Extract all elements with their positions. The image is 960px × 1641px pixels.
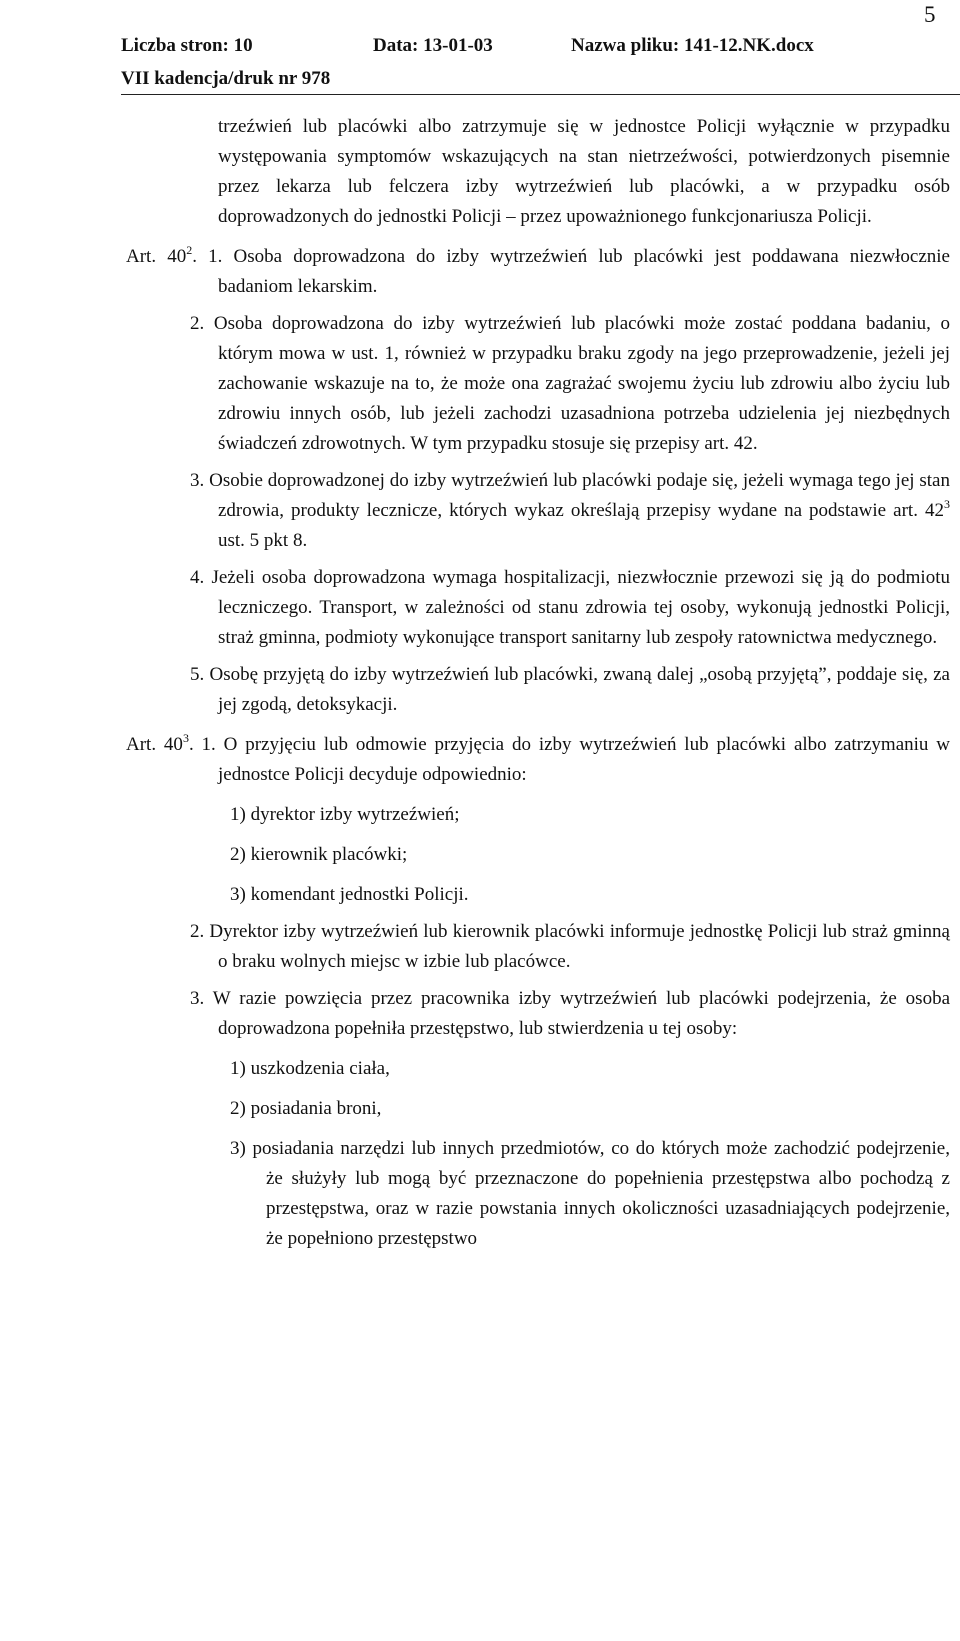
article-40-2-paragraph-3 [0, 466, 960, 556]
list-item: 1) uszkodzenia ciała, [230, 1058, 390, 1079]
article-40-2-paragraph-2: 2. Osoba doprowadzona do izby wytrzeźwień lub placówki może zostać poddana badaniu, o którym mowa w ust. 1, również w przypadku braku zgody na jego przeprowadzenie, jeżeli jej zachowanie wskazuje na to, że może ona zagrażać swojemu życiu lub zdrowiu albo życiu lub zdrowiu innych osób, lub jeżeli zachodzi uzasadniona potrzeba udzielenia jej niezbędnych świadczeń zdrowotnych. W tym przypadku stosuje się przepisy art. 42. [190, 313, 950, 454]
article-40-2-paragraph-3-tail: ust. 5 pkt 8. [218, 530, 308, 551]
article-40-3-label: Art. 40 [126, 734, 183, 755]
list-item: 2) posiadania broni, [230, 1098, 382, 1119]
list-item: 3) posiadania narzędzi lub innych przedmiotów, co do których może zachodzić podejrzenie, że służyły lub mogą być przeznaczone do popełnienia przestępstwa albo pochodzą z przestępstwa, oraz w razie powstania innych okoliczności uzasadniających podejrzenie, że popełniono przestępstwo [230, 1138, 950, 1249]
header-rule [121, 94, 960, 95]
list-item: 2) kierownik placówki; [230, 844, 408, 865]
document-body [0, 108, 960, 1254]
article-40-2-paragraph-3-text: 3. Osobie doprowadzonej do izby wytrzeźwień lub placówki podaje się, jeżeli wymaga tego jej stan zdrowia, produkty lecznicze, których wykaz określają przepisy wydane na podstawie art. 42 [190, 470, 950, 521]
continuation-paragraph: trzeźwień lub placówki albo zatrzymuje się w jednostce Policji wyłącznie w przypadku występowania symptomów wskazujących na stan nietrzeźwości, potwierdzonych pisemnie przez lekarza lub felczera izby wytrzeźwień lub placówki, a w przypadku osób doprowadzonych do jednostki Policji – przez upoważnionego funkcjonariusza Policji. [218, 116, 950, 227]
article-40-3-paragraph-2: 2. Dyrektor izby wytrzeźwień lub kierownik placówki informuje jednostkę Policji lub straż gminną o braku wolnych miejsc w izbie lub placówce. [190, 921, 950, 972]
article-40-3-paragraph-3: 3. W razie powzięcia przez pracownika izby wytrzeźwień lub placówki podejrzenia, że osoba doprowadzona popełniła przestępstwo, lub stwierdzenia u tej osoby: [190, 988, 950, 1039]
header-meta-line [121, 35, 921, 57]
article-40-3-paragraph-1 [0, 730, 960, 790]
page-number: 5 [924, 2, 936, 27]
header-print-number: VII kadencja/druk nr 978 [121, 68, 331, 89]
list-item: 3) komendant jednostki Policji. [230, 884, 469, 905]
article-40-2-paragraph-5: 5. Osobę przyjętą do izby wytrzeźwień lub placówki, zwaną dalej „osobą przyjętą”, poddaje się, za jej zgodą, detoksykacji. [190, 664, 950, 715]
list-item: 1) dyrektor izby wytrzeźwień; [230, 804, 460, 825]
article-42-superscript: 3 [944, 497, 950, 511]
document-header [0, 0, 960, 95]
article-40-2-superscript: 2 [186, 243, 193, 257]
article-40-3-superscript: 3 [182, 731, 189, 745]
article-40-2-label: Art. 40 [126, 246, 187, 267]
article-40-2-text: . 1. Osoba doprowadzona do izby wytrzeźwień lub placówki jest poddawana niezwłocznie badaniom lekarskim. [192, 246, 950, 297]
article-40-2-paragraph-1 [0, 242, 960, 302]
header-page-count: Liczba stron: 10 [121, 35, 253, 56]
header-file-name: Nazwa pliku: 141-12.NK.docx [571, 35, 814, 56]
article-40-2-paragraph-4: 4. Jeżeli osoba doprowadzona wymaga hospitalizacji, niezwłocznie przewozi się ją do podmiotu leczniczego. Transport, w zależności od stanu zdrowia tej osoby, wykonują jednostki Policji, straż gminna, podmioty wykonujące transport sanitarny lub zespoły ratownictwa medycznego. [190, 567, 950, 648]
article-40-3-text: . 1. O przyjęciu lub odmowie przyjęcia do izby wytrzeźwień lub placówki albo zatrzymaniu w jednostce Policji decyduje odpowiednio: [188, 734, 950, 785]
header-date: Data: 13-01-03 [373, 35, 493, 56]
